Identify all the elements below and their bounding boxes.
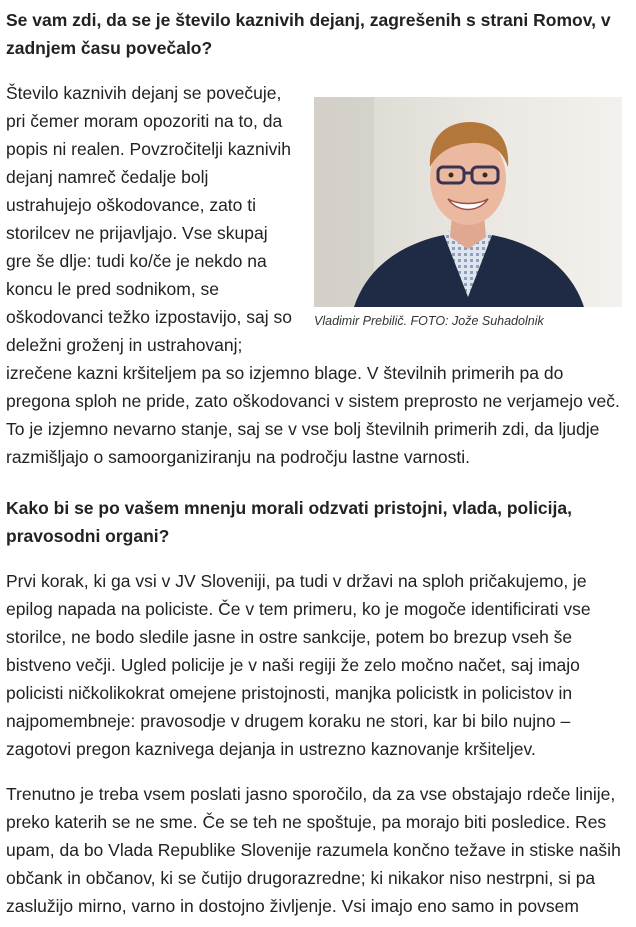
interview-question-2: Kako bi se po vašem mnenju morali odzvati pristojni, vlada, policija, pravosodni organi? <box>6 498 572 546</box>
photo-caption: Vladimir Prebilič. FOTO: Jože Suhadolnik <box>314 314 544 328</box>
answer-1: Število kaznivih dejanj se povečuje, pri čemer moram opozoriti na to, da popis ni realen. Povzročitelji kaznivih dejanj namreč čedalje bolj ustrahujejo oškodovance, zato ti storilcev ne prijavljajo. Vse skupaj gre še dlje: tudi ko/če je nekdo na koncu le pred sodnikom, se oškodovanci težko izpostavijo, saj so deležni groženj in ustrahovanj; izrečene kazni kršiteljem pa so izjemno blage. V številnih primerih pa do pregona sploh ne pride, zato oškodovanci v sistem preprosto ne verjamejo več. To je izjemno nevarno stanje, saj se v vse bolj številnih primerih zdi, da ljudje razmišljajo o samoorganiziranju na področju lastne varnosti. <box>6 83 620 467</box>
answer-2: Prvi korak, ki ga vsi v JV Sloveniji, pa tudi v državi na sploh pričakujemo, je epilog napada na policiste. Če v tem primeru, ko je mogoče identificirati vse storilce, ne bodo sledile jasne in ostre sankcije, potem bo brezup vseh še bistveno večji. Ugled policije je v naši regiji že zelo močno načet, saj imajo policisti ničkolikokrat omejene pristojnosti, manjka policistk in policistov in najpomembneje: pravosodje v drugem koraku ne stori, kar bi bilo nujno – zagotovi pregon kaznivega dejanja in ustrezno kaznovanje kršiteljev. <box>6 571 591 759</box>
answer-1-block <box>6 79 630 488</box>
interview-question-1: Se vam zdi, da se je število kaznivih dejanj, zagrešenih s strani Romov, v zadnjem času povečalo? <box>6 10 611 58</box>
answer-3: Trenutno je treba vsem poslati jasno sporočilo, da za vse obstajajo rdeče linije, preko katerih se ne sme. Če se teh ne spoštuje, pa morajo biti posledice. Res upam, da bo Vlada Republike Slovenije razumela končno težave in stiske naših občank in občanov, ki se čutijo drugorazredne; ki nikakor niso nestrpni, si pa zaslužijo mirno, varno in dostojno življenje. Vsi imajo eno samo in povsem <box>6 784 621 916</box>
article <box>0 6 636 920</box>
portrait-photo <box>314 97 622 307</box>
photo-figure <box>314 97 622 329</box>
